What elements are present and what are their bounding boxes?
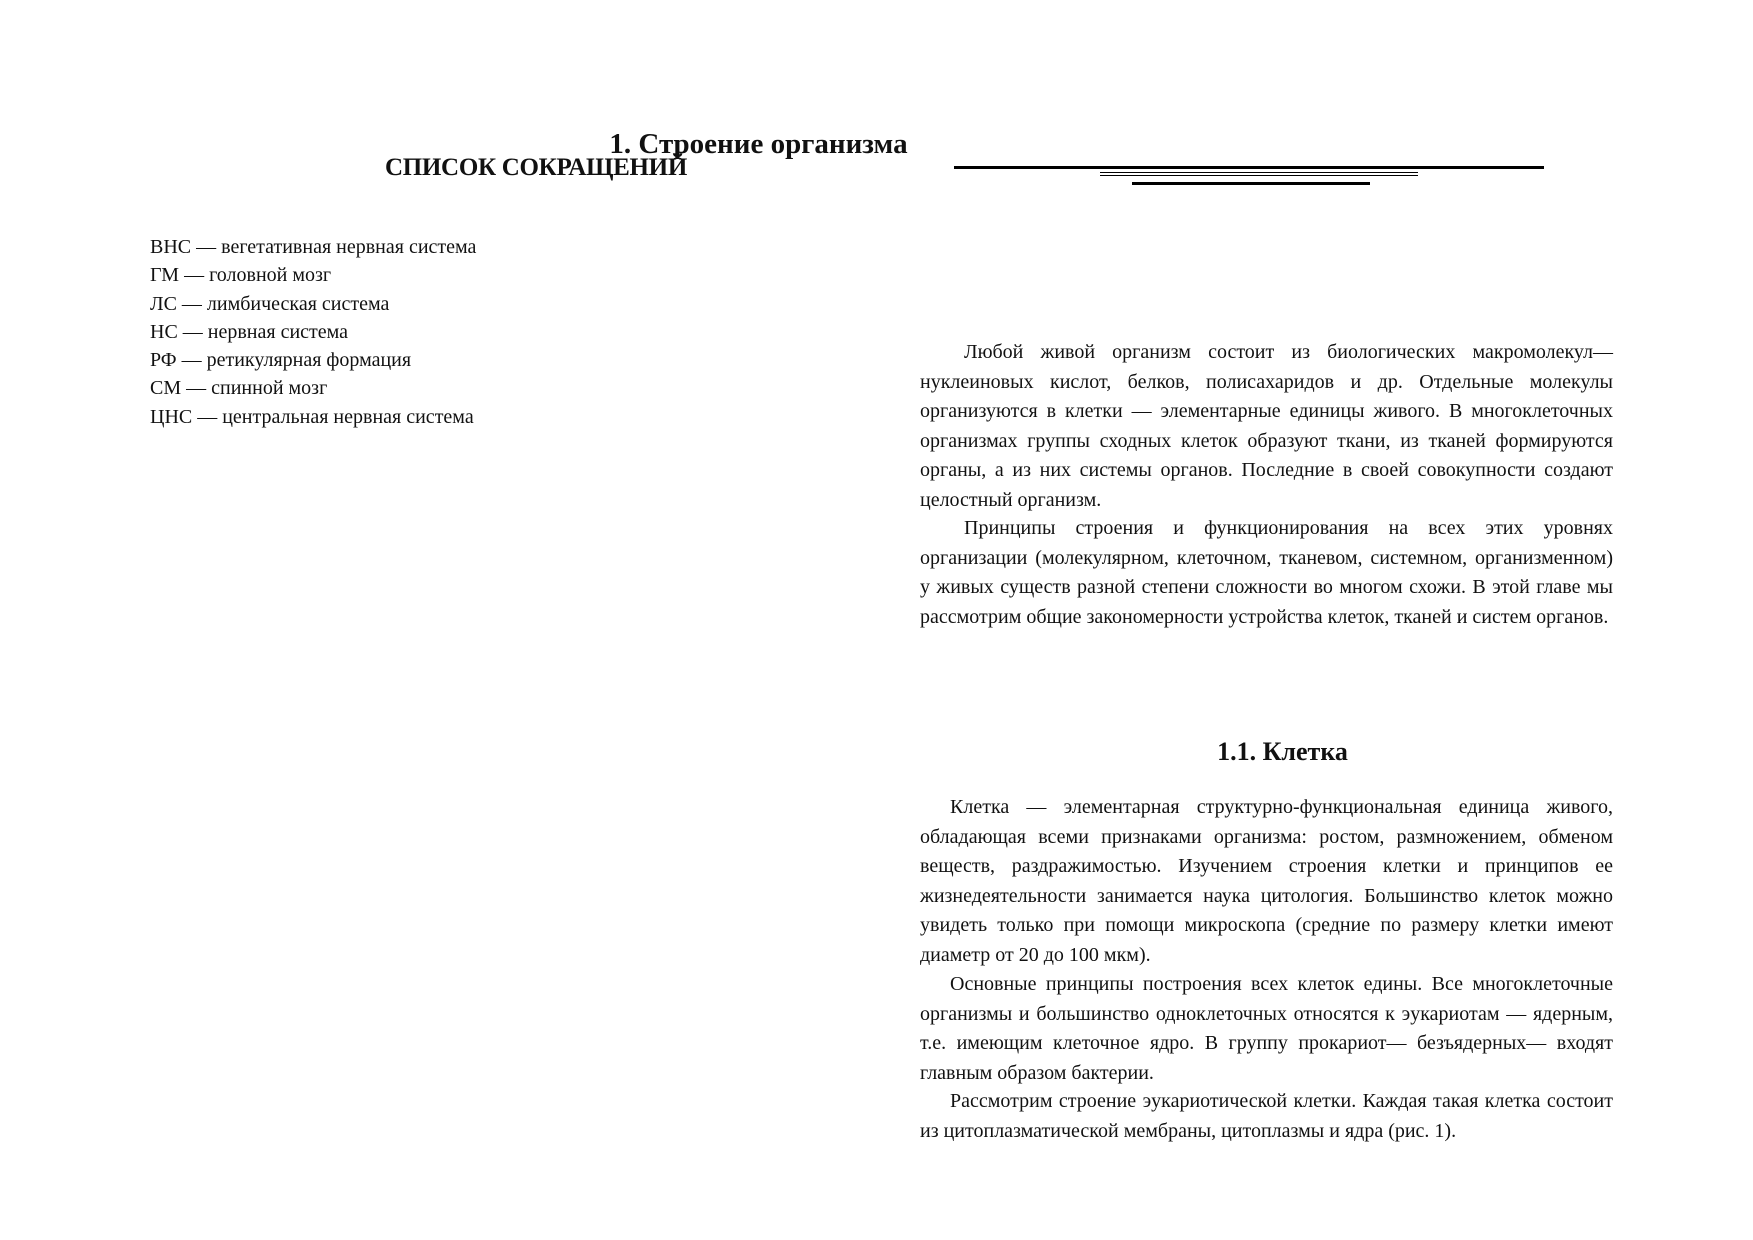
abbreviation-item: ВНС — вегетативная нервная система bbox=[150, 236, 477, 258]
abbreviation-item: ЦНС — центральная нервная система bbox=[150, 405, 474, 428]
title-rule-thick bbox=[954, 166, 1544, 169]
section-title: 1.1. Клетка bbox=[1217, 737, 1348, 766]
left-page bbox=[0, 0, 876, 1240]
title-rule-double-bottom bbox=[1100, 175, 1418, 176]
abbreviation-item: СМ — спинной мозг bbox=[150, 377, 328, 400]
abbreviation-item: ЛС — лимбическая система bbox=[150, 292, 390, 315]
abbreviation-item: РФ — ретикулярная формация bbox=[150, 349, 412, 372]
chapter-title: 1. Строение организма bbox=[609, 128, 908, 160]
section-paragraph: Основные принципы построения всех клеток едины. Все многоклеточные организмы и большинство одноклеточных относятся к эукариотам — ядерным, т.е. имеющим клеточное ядро. В группу прокариот— безъядерных— входят главным образом бактерии. bbox=[920, 973, 1613, 1084]
title-rule-double-top bbox=[1100, 172, 1418, 173]
abbreviation-item: НС — нервная система bbox=[150, 320, 349, 343]
title-rule-short bbox=[1132, 182, 1370, 185]
abbreviation-item: ГМ — головной мозг bbox=[150, 264, 332, 287]
abbreviations-list bbox=[150, 233, 476, 431]
intro-paragraph: Принципы строения и функционирования на всех этих уровнях организации (молекулярном, клеточном, тканевом, системном, организменном) у живых существ разной степени сложности во многом схожи. В этой главе мы рассмотрим общие закономерности устройства клеток, тканей и систем органов. bbox=[920, 517, 1613, 628]
section-paragraph: Рассмотрим строение эукариотической клетки. Каждая такая клетка состоит из цитоплазматической мембраны, цитоплазмы и ядра (рис. 1). bbox=[920, 1090, 1613, 1142]
section-paragraph: Клетка — элементарная структурно-функциональная единица живого, обладающая всеми признаками организма: ростом, размножением, обменом веществ, раздражимостью. Изучением строения клетки и принципов ее жизнедеятельности занимается наука цитология. Большинство клеток можно увидеть только при помощи микроскопа (средние по размеру клетки имеют диаметр от 20 до 100 мкм). bbox=[920, 796, 1613, 966]
abbreviations-title: СПИСОК СОКРАЩЕНИЙ bbox=[385, 154, 687, 181]
intro-paragraph: Любой живой организм состоит из биологических макромолекул— нуклеиновых кислот, белков, полисахаридов и др. Отдельные молекулы организуются в клетки — элементарные единицы живого. В многоклеточных организмах группы сходных клеток образуют ткани, из тканей формируются органы, а из них системы органов. Последние в своей совокупности создают целостный организм. bbox=[920, 341, 1613, 511]
